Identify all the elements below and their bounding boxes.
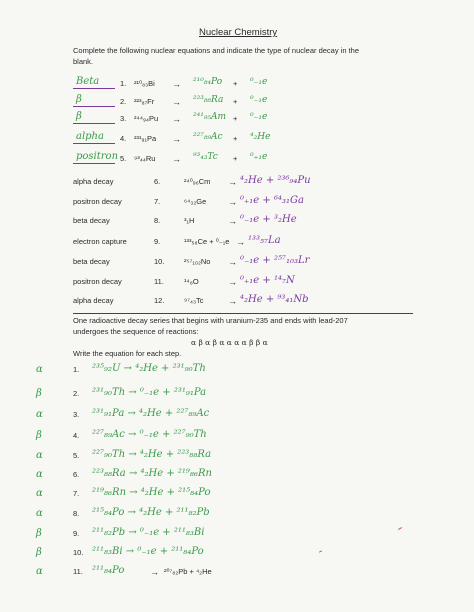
step-number: 1. (73, 365, 80, 374)
step-equation: ²¹⁹₈₆Rn → ⁴₂He + ²¹⁵₈₄Po (92, 487, 211, 498)
step-equation: ²²³₈₈Ra → ⁴₂He + ²¹⁹₈₆Rn (92, 468, 212, 479)
arrow: → (172, 154, 181, 164)
step-mark: α (36, 508, 43, 519)
arrow: → (228, 197, 237, 207)
arrow: → (172, 79, 181, 89)
answer: ⁰₋₁e (250, 112, 268, 122)
answer: ⁰₊₁e + ⁶⁴₃₁Ga (240, 195, 304, 206)
answer: ⁰₋₁e (250, 77, 268, 87)
decay-type-blank (73, 163, 115, 164)
arrow: → (228, 216, 237, 226)
step-products: ²⁰⁷₈₂Pb + ⁴₂He (164, 567, 212, 576)
arrow: → (236, 237, 245, 247)
decay-type-answer: positron (76, 151, 119, 162)
decay-type-blank (73, 123, 115, 124)
stray-pen-mark (398, 527, 402, 530)
instructions-cont: blank. (73, 57, 94, 66)
reactant: ⁹⁷₄₃Tc (184, 296, 204, 305)
product: ²²³₈₈Ra (193, 95, 224, 105)
plus: + (233, 134, 238, 143)
plus: + (233, 114, 238, 123)
step-number: 8. (73, 509, 80, 518)
equation-number: 5. (120, 154, 127, 163)
arrow: → (172, 134, 181, 144)
equation-number: 8. (154, 216, 161, 225)
product: ²⁴¹₉₅Am (193, 112, 227, 122)
page-title: Nuclear Chemistry (199, 27, 278, 38)
reactant: ²¹⁰₈₃Bi (134, 79, 155, 88)
step-number: 11. (73, 567, 83, 576)
step-number: 7. (73, 489, 80, 498)
decay-type-label: beta decay (73, 257, 110, 266)
step-number: 5. (73, 451, 80, 460)
arrow: → (228, 277, 237, 287)
equation-number: 12. (154, 296, 165, 305)
equation-number: 7. (154, 197, 161, 206)
decay-type-label: beta decay (73, 216, 110, 225)
answer: ⁴₂He (250, 132, 271, 142)
equation-number: 10. (154, 257, 165, 266)
decay-type-label: electron capture (73, 237, 127, 246)
step-number: 2. (73, 389, 80, 398)
step-equation: ²¹⁵₈₄Po → ⁴₂He + ²¹¹₈₂Pb (92, 507, 210, 518)
reactant: ²⁴⁰₉₆Cm (184, 177, 211, 186)
arrow: → (172, 97, 181, 107)
answer: ⁰₊₁e (250, 152, 268, 162)
instructions: Complete the following nuclear equations and indicate the type of nuclear decay in the (73, 46, 360, 55)
reactant: ²⁵⁷₁₀₂No (184, 257, 211, 266)
product: ²²⁷₈₉Ac (193, 132, 223, 142)
step-mark: α (36, 488, 43, 499)
answer: ¹³³₅₇La (248, 235, 281, 246)
equation-number: 3. (120, 114, 127, 123)
plus: + (233, 79, 238, 88)
answer: ⁴₂He + ⁹³₄₁Nb (240, 294, 309, 305)
answer: ⁰₊₁e + ¹⁴₇N (240, 275, 295, 286)
step-mark: α (36, 469, 43, 480)
arrow: → (228, 177, 237, 187)
stray-pen-mark (319, 550, 322, 552)
reactant: ²²³₈₇Fr (134, 97, 155, 106)
step-mark: α (36, 566, 43, 577)
product: ²¹⁰₈₄Po (193, 77, 223, 87)
decay-type-answer: β (76, 94, 82, 105)
decay-type-label: alpha decay (73, 177, 114, 186)
arrow: → (228, 296, 237, 306)
step-reactant: ²¹¹₈₄Po (92, 565, 125, 576)
step-number: 6. (73, 470, 80, 479)
step-equation: ²³¹₉₀Th → ⁰₋₁e + ²³¹₉₁Pa (92, 387, 207, 398)
step-equation: ²²⁷₉₀Th → ⁴₂He + ²²³₈₈Ra (92, 449, 212, 460)
step-mark: β (36, 430, 42, 441)
step-equation: ²¹¹₈₂Pb → ⁰₋₁e + ²¹¹₈₃Bi (92, 527, 205, 538)
decay-type-answer: β (76, 111, 82, 122)
decay-sequence: α β α β α α α α β β α (191, 338, 268, 347)
equation-number: 1. (120, 79, 127, 88)
step-number: 9. (73, 529, 80, 538)
step-mark: α (36, 409, 43, 420)
reactant: ¹⁴₈O (184, 277, 199, 286)
step-number: 3. (73, 410, 80, 419)
reactant: ²³¹₉₁Pa (134, 134, 157, 143)
product: ⁹³₄₃Tc (193, 152, 218, 162)
reactant: ¹³³₅₈Ce + ⁰₋₁e (184, 237, 230, 246)
arrow: → (172, 114, 181, 124)
answer: ⁴₂He + ²³⁶₉₄Pu (240, 175, 311, 186)
equation-number: 9. (154, 237, 161, 246)
equation-number: 11. (154, 277, 164, 286)
answer: ⁰₋₁e + ²⁵⁷₁₀₃Lr (240, 255, 310, 266)
series-intro: One radioactive decay series that begins with uranium-235 and ends with lead-207 (73, 316, 348, 325)
reactant: ⁹³₄₄Ru (134, 154, 156, 163)
step-equation: ²²⁷₈₉Ac → ⁰₋₁e + ²²⁷₉₀Th (92, 429, 207, 440)
decay-type-label: positron decay (73, 197, 122, 206)
decay-type-label: positron decay (73, 277, 122, 286)
section-divider (73, 313, 413, 314)
decay-type-answer: alpha (76, 131, 104, 142)
decay-type-answer: Beta (76, 76, 100, 87)
step-mark: α (36, 450, 43, 461)
step-number: 10. (73, 548, 84, 557)
step-equation: ²³¹₉₁Pa → ⁴₂He + ²²⁷₈₉Ac (92, 408, 210, 419)
equation-number: 6. (154, 177, 161, 186)
arrow: → (228, 257, 237, 267)
decay-type-blank (73, 88, 115, 89)
step-number: 4. (73, 431, 80, 440)
reactant: ²⁴⁴₉₄Pu (134, 114, 159, 123)
decay-type-blank (73, 106, 115, 107)
plus: + (233, 154, 238, 163)
plus: + (233, 97, 238, 106)
answer: ⁰₋₁e + ³₂He (240, 214, 297, 225)
step-equation: ²¹¹₈₃Bi → ⁰₋₁e + ²¹¹₈₄Po (92, 546, 204, 557)
step-equation: ²³⁵₉₂U → ⁴₂He + ²³¹₉₀Th (92, 363, 206, 374)
decay-type-label: alpha decay (73, 296, 114, 305)
step-mark: β (36, 528, 42, 539)
decay-type-blank (73, 143, 115, 144)
arrow: → (150, 567, 159, 577)
reactant: ³₁H (184, 216, 195, 225)
equation-number: 2. (120, 97, 127, 106)
reactant: ⁶⁴₃₂Ge (184, 197, 207, 206)
equation-number: 4. (120, 134, 127, 143)
step-mark: β (36, 388, 42, 399)
write-prompt: Write the equation for each step. (73, 349, 182, 358)
answer: ⁰₋₁e (250, 95, 268, 105)
series-intro-cont: undergoes the sequence of reactions: (73, 327, 199, 336)
step-mark: α (36, 364, 43, 375)
step-mark: β (36, 547, 42, 558)
